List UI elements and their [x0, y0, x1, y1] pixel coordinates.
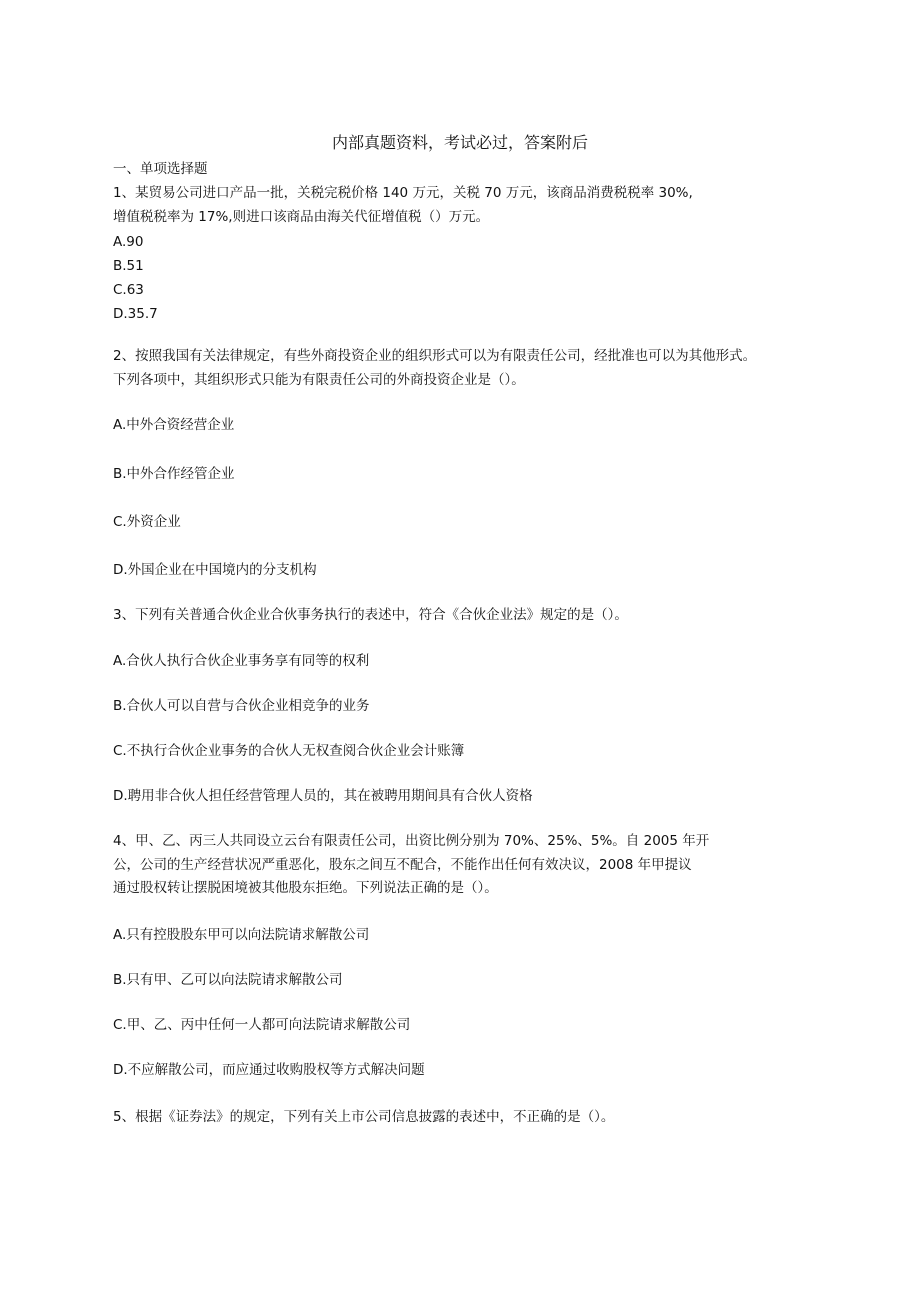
question-4-stem-line-1: 4、甲、乙、丙三人共同设立云台有限责任公司，出资比例分别为 70%、25%、5%。自 2005 年开: [113, 833, 710, 849]
question-4-option-d: D.不应解散公司，而应通过收购股权等方式解决问题: [113, 1062, 425, 1078]
question-1-option-a: A.90: [113, 234, 144, 250]
question-2-option-c: C.外资企业: [113, 514, 181, 530]
question-1-stem-line-1: 1、某贸易公司进口产品一批，关税完税价格 140 万元，关税 70 万元，该商品消费税税率 30%,: [113, 185, 693, 201]
question-1-option-b: B.51: [113, 258, 144, 274]
question-3-option-d: D.聘用非合伙人担任经营管理人员的，其在被聘用期间具有合伙人资格: [113, 788, 533, 804]
question-1-stem-line-2: 增值税税率为 17%,则进口该商品由海关代征增值税（）万元。: [113, 209, 490, 225]
question-4-option-c: C.甲、乙、丙中任何一人都可向法院请求解散公司: [113, 1017, 411, 1033]
question-3-option-c: C.不执行合伙企业事务的合伙人无权查阅合伙企业会计账簿: [113, 743, 465, 759]
question-2-stem-line-1: 2、按照我国有关法律规定，有些外商投资企业的组织形式可以为有限责任公司，经批准也可以为其他形式。: [113, 348, 757, 364]
question-1-option-c: C.63: [113, 282, 144, 298]
question-2-option-b: B.中外合作经管企业: [113, 466, 235, 482]
question-2-option-a: A.中外合资经营企业: [113, 417, 235, 433]
question-3-stem-line-1: 3、下列有关普通合伙企业合伙事务执行的表述中，符合《合伙企业法》规定的是（）。: [113, 607, 628, 623]
question-4-option-a: A.只有控股股东甲可以向法院请求解散公司: [113, 927, 370, 943]
question-1-option-d: D.35.7: [113, 306, 158, 322]
document-title: 内部真题资料，考试必过，答案附后: [331, 133, 588, 152]
question-3-option-b: B.合伙人可以自营与合伙企业相竞争的业务: [113, 698, 370, 714]
question-5-stem-line-1: 5、根据《证券法》的规定，下列有关上市公司信息披露的表述中，不正确的是（）。: [113, 1109, 615, 1125]
question-4-stem-line-2: 公，公司的生产经营状况严重恶化，股东之间互不配合，不能作出任何有效决议，2008 年甲提议: [113, 857, 692, 873]
section-heading: 一、单项选择题: [113, 161, 208, 177]
question-4-option-b: B.只有甲、乙可以向法院请求解散公司: [113, 972, 343, 988]
question-4-stem-line-3: 通过股权转让摆脱困境被其他股东拒绝。下列说法正确的是（）。: [113, 880, 498, 896]
question-2-option-d: D.外国企业在中国境内的分支机构: [113, 562, 317, 578]
question-3-option-a: A.合伙人执行合伙企业事务享有同等的权利: [113, 653, 370, 669]
question-2-stem-line-2: 下列各项中，其组织形式只能为有限责任公司的外商投资企业是（）。: [113, 372, 525, 388]
